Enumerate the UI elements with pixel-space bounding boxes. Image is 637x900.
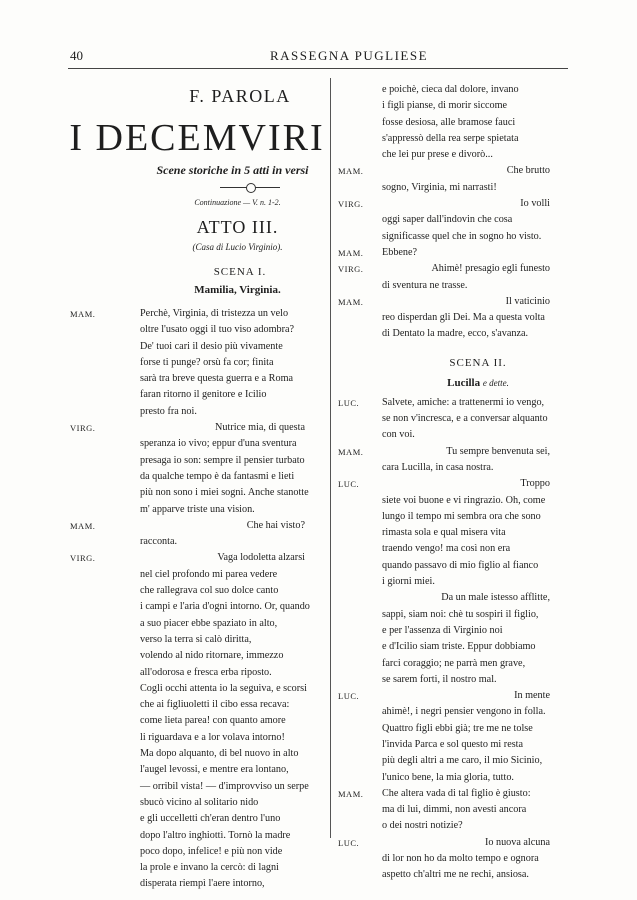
verse-text: sarà tra breve questa guerra e a Roma [140, 373, 294, 385]
verse-line [338, 326, 578, 342]
verse-text: sogno, Virginia, mi narrasti! [382, 181, 497, 193]
verse-line [338, 493, 578, 509]
verse-text: quando passavo di mio figlio al fianco [382, 559, 539, 571]
verse-text: — orribil vista! — d'improvviso un serpe [140, 780, 309, 792]
verse-text: verso la terra si calò diritta, [140, 633, 252, 645]
verse-text: oltre l'usato oggi il tuo viso adombra? [140, 324, 295, 336]
verse-line [70, 860, 325, 876]
verse-line [338, 753, 578, 769]
scene-heading: SCENA II. [449, 356, 507, 369]
verse-line [70, 713, 325, 729]
speaker-label: MAM. [70, 520, 96, 531]
speaker-label: MAM. [338, 296, 364, 307]
verse-text: Quattro figli ebbi già; tre me ne tolse [382, 722, 533, 734]
speaker-label: MAM. [338, 446, 364, 457]
verse-line [338, 656, 578, 672]
verse-line [338, 818, 578, 834]
verse-text: all'odorosa e fresca erba riposto. [140, 666, 272, 678]
verse-text: sbucò vicino al solitario nido [140, 796, 259, 808]
verse-line [70, 648, 325, 664]
verse-text: racconta. [140, 536, 178, 548]
verse-line [338, 541, 578, 557]
column-divider [330, 78, 331, 838]
verse-line [338, 278, 578, 294]
verse-text: la prole e invano la cercò: di lagni [140, 862, 279, 874]
verse-line [70, 730, 325, 746]
verse-line [70, 355, 325, 371]
verse-line [338, 82, 578, 98]
verse-line [338, 737, 578, 753]
verse-text: In mente [514, 690, 550, 702]
verse-line [70, 616, 325, 632]
verse-text: e poichè, cieca dal dolore, invano [382, 84, 519, 95]
verse-text: dopo l'altro inghiottì. Tornò la madre [140, 829, 291, 841]
speaker-label: VIRG. [70, 423, 96, 434]
verse-text: m' apparve triste una vision. [140, 503, 255, 515]
verse-line [338, 395, 578, 411]
verse-text: Ahimè! presagio egli funesto [431, 263, 550, 275]
verse-text: traendo vengo! ma così non era [382, 543, 511, 555]
verse-line [70, 436, 325, 452]
header-rule [68, 68, 568, 69]
verse-line [338, 163, 578, 179]
verse-text: Perchè, Virginia, di tristezza un velo [140, 308, 289, 319]
verse-line [338, 721, 578, 737]
verse-line [70, 876, 325, 892]
verse-text: di lor non ho da molto tempo e ognora [382, 853, 539, 865]
verse-line [70, 746, 325, 762]
verse-line [70, 599, 325, 615]
verse-line [338, 98, 578, 114]
verse-text: Tu sempre benvenuta sei, [446, 445, 550, 457]
verse-text: lungo il tempo mi sembra ora che sono [382, 510, 541, 522]
verse-text: Io nuova alcuna [484, 836, 550, 848]
verse-text: da qualche tempo è da fantasmi e lieti [140, 470, 295, 482]
verse-text: l'invida Parca e sol questo mi resta [382, 738, 524, 750]
speaker-label: MAM. [70, 309, 96, 319]
speaker-label: VIRG. [338, 199, 364, 210]
verse-line [338, 294, 578, 310]
verse-line [70, 632, 325, 648]
verse-text: come lieta parea! con quanto amore [140, 715, 286, 727]
verse-line [338, 411, 578, 427]
play-subtitle: Scene storiche in 5 atti in versi [156, 163, 309, 177]
verse-line [70, 420, 325, 436]
verse-line [338, 460, 578, 476]
verse-text: Salvete, amiche: a trattenermi io vengo, [382, 396, 545, 408]
verse-line [70, 567, 325, 583]
verse-line [338, 688, 578, 704]
journal-title: RASSEGNA PUGLIESE [270, 48, 429, 63]
verse-line [338, 115, 578, 131]
verse-line [338, 786, 578, 802]
scene-characters: Mamilia, Virginia. [194, 284, 281, 296]
speaker-label: LUC. [338, 397, 360, 408]
verse-text: che rallegrava col suo dolce canto [140, 585, 279, 597]
verse-line [338, 427, 578, 443]
verse-text: rimasta sola e qual misera vita [382, 527, 506, 539]
verse-text: volendo al nido ritornare, immezzo [140, 650, 284, 662]
verse-line [338, 147, 578, 163]
verse-text: faran ritorno il genitore e Icilio [140, 389, 267, 401]
verse-text: Che hai visto? [246, 519, 305, 531]
verse-text: s'appressò della rea serpe spietata [382, 132, 519, 144]
verse-line [70, 502, 325, 518]
verse-line [338, 639, 578, 655]
verse-line [338, 835, 578, 851]
verse-text: ahimè!, i negri pensier vengono in folla. [382, 706, 546, 718]
verse-text: oggi saper dall'indovin che cosa [382, 214, 513, 226]
verse-line [338, 509, 578, 525]
verse-text: i figli pianse, di morir siccome [382, 100, 508, 112]
verse-line [338, 623, 578, 639]
verse-line [338, 212, 578, 228]
verse-line [338, 261, 578, 277]
verse-text: sappi, siam noi: chè tu sospiri il figlio, [382, 608, 539, 620]
verse-line [70, 828, 325, 844]
verse-text: speranza io vivo; eppur d'una sventura [140, 438, 297, 450]
verse-text: i campi e l'aria d'ogni intorno. Or, quando [140, 601, 310, 613]
verse-text: più non sono i miei sogni. Anche stanotte [140, 487, 309, 499]
verse-line [70, 371, 325, 387]
verse-text: Nutrice mia, di questa [215, 422, 305, 434]
verse-text: e per l'assenza di Virginio noi [382, 624, 503, 636]
running-header [0, 48, 637, 68]
verse-text: l'augel levossi, e mentre era lontano, [140, 764, 289, 776]
verse-line [70, 844, 325, 860]
verse-text: Vaga lodoletta alzarsi [217, 552, 305, 564]
play-title: I DECEMVIRI [69, 117, 325, 159]
speaker-label: VIRG. [70, 553, 96, 564]
verse-text: significasse quel che in sogno ho visto. [382, 230, 542, 242]
speaker-label: LUC. [338, 837, 360, 848]
verse-text: cara Lucilla, in casa nostra. [382, 461, 494, 473]
verse-line [338, 607, 578, 623]
verse-text: di sventura ne trasse. [382, 279, 468, 291]
verse-text: siete voi buone e vi ringrazio. Oh, come [382, 494, 546, 506]
verse-line [70, 387, 325, 403]
verse-text: Il vaticinio [505, 295, 550, 307]
verse-text: Io volli [520, 198, 550, 210]
verse-text: presaga io son: sempre il pensier turbato [140, 454, 305, 466]
verse-line [70, 453, 325, 469]
verse-text: se non v'increscа, e a conversar alquanto [382, 413, 548, 425]
verse-text: o dei nostri notizie? [382, 820, 463, 832]
verse-text: con voi. [382, 429, 415, 441]
verse-line [70, 811, 325, 827]
verse-line [70, 339, 325, 355]
verse-text: li riguardava e a lor volava intorno! [140, 731, 285, 743]
verse-line [70, 534, 325, 550]
verse-line [70, 469, 325, 485]
verse-text: fosse desiosa, alle bramose fauci [382, 116, 516, 128]
page-number: 40 [70, 48, 83, 63]
verse-text: forse ti punge? orsù fa cor; finita [140, 356, 274, 368]
verse-line [70, 583, 325, 599]
character-name: Lucilla [447, 376, 481, 389]
author: F. PAROLA [189, 86, 291, 106]
verse-text: che ai figliuoletti il cibo essa recava: [140, 699, 290, 711]
verse-text: poco dopo, infelice! e più non vide [140, 845, 283, 857]
verse-lines [70, 306, 325, 893]
verse-line [338, 802, 578, 818]
verse-text: aspetto ch'altri me ne rechi, ansiosa. [382, 869, 529, 881]
verse-text: Ebbene? [382, 246, 418, 258]
verse-text: De' tuoi cari il desio più vivamente [140, 340, 283, 352]
verse-text: Ma dopo alquanto, di bel nuovo in alto [140, 748, 299, 760]
verse-line [70, 665, 325, 681]
verse-line [70, 322, 325, 338]
verse-text: Troppo [520, 478, 550, 490]
speaker-label: LUC. [338, 691, 360, 702]
verse-lines [338, 395, 578, 884]
speaker-label: MAM. [338, 788, 364, 799]
verse-line [338, 672, 578, 688]
verse-lines [338, 82, 578, 343]
verse-line [70, 518, 325, 534]
verse-line [70, 485, 325, 501]
verse-text: presto fra noi. [140, 405, 197, 417]
verse-line [338, 131, 578, 147]
verse-text: farci coraggio; ne parrà men grave, [382, 657, 526, 669]
act-setting: (Casa di Lucio Virginio). [192, 242, 283, 252]
verse-line [70, 779, 325, 795]
verse-line [70, 762, 325, 778]
verse-line [338, 476, 578, 492]
verse-text: reo disperdan gli Dei. Ma a questa volta [382, 312, 545, 324]
verse-line [70, 550, 325, 566]
verse-text: che lei pur prese e divorò... [382, 149, 493, 161]
scene-heading: SCENA I. [213, 266, 267, 278]
verse-text: ma di lui, dimmi, non avesti ancora [382, 804, 527, 816]
verse-text: Da un male istesso afflitte, [441, 592, 550, 604]
verse-text: Cogli occhi attenta io la seguiva, e scorsi [140, 682, 307, 694]
verse-line [70, 795, 325, 811]
verse-line [338, 180, 578, 196]
verse-line [70, 681, 325, 697]
right-column [338, 82, 578, 884]
verse-text: disperata riempì l'aere intorno, [140, 878, 265, 890]
verse-line [70, 697, 325, 713]
left-column [70, 82, 325, 893]
verse-line [338, 574, 578, 590]
act-heading: ATTO III. [196, 217, 279, 237]
verse-text: più degli altri a me caro, il mio Sicinio, [382, 755, 543, 767]
verse-text: se sarem forti, il nostro mal. [382, 673, 497, 685]
verse-line [338, 525, 578, 541]
speaker-label: MAM. [338, 166, 364, 177]
verse-text: e gli uccelletti ch'eran dentro l'uno [140, 813, 281, 825]
speaker-label: MAM. [338, 247, 364, 258]
verse-line [338, 310, 578, 326]
verse-text: Che altera vada di tal figlio è giusto: [382, 787, 531, 799]
verse-line [338, 444, 578, 460]
verse-line [70, 404, 325, 420]
speaker-label: LUC. [338, 479, 360, 490]
verse-text: e d'Icilio siam triste. Eppur dobbiamo [382, 641, 536, 653]
speaker-label: VIRG. [338, 264, 364, 275]
verse-line [338, 770, 578, 786]
scene-characters [383, 377, 573, 389]
continuation-note: Continuazione — V. n. 1-2. [194, 198, 281, 207]
verse-line [70, 306, 325, 322]
verse-text: nel ciel profondo mi parea vedere [140, 568, 278, 580]
verse-text: i giorni miei. [382, 576, 435, 588]
verse-line [338, 245, 578, 261]
characters-note: e dette. [482, 377, 509, 388]
verse-line [338, 590, 578, 606]
ornament-divider [220, 182, 280, 192]
verse-line [338, 704, 578, 720]
verse-text: di Dentato la madre, ecco, s'avanza. [382, 328, 529, 340]
verse-text: a suo piacer ebbe spaziato in alto, [140, 617, 278, 629]
verse-text: Che brutto [506, 165, 550, 177]
verse-line [338, 851, 578, 867]
verse-line [338, 867, 578, 883]
verse-line [338, 229, 578, 245]
verse-line [338, 558, 578, 574]
verse-text: l'unico bene, la mia gloria, tutto. [382, 771, 514, 783]
verse-line [338, 196, 578, 212]
